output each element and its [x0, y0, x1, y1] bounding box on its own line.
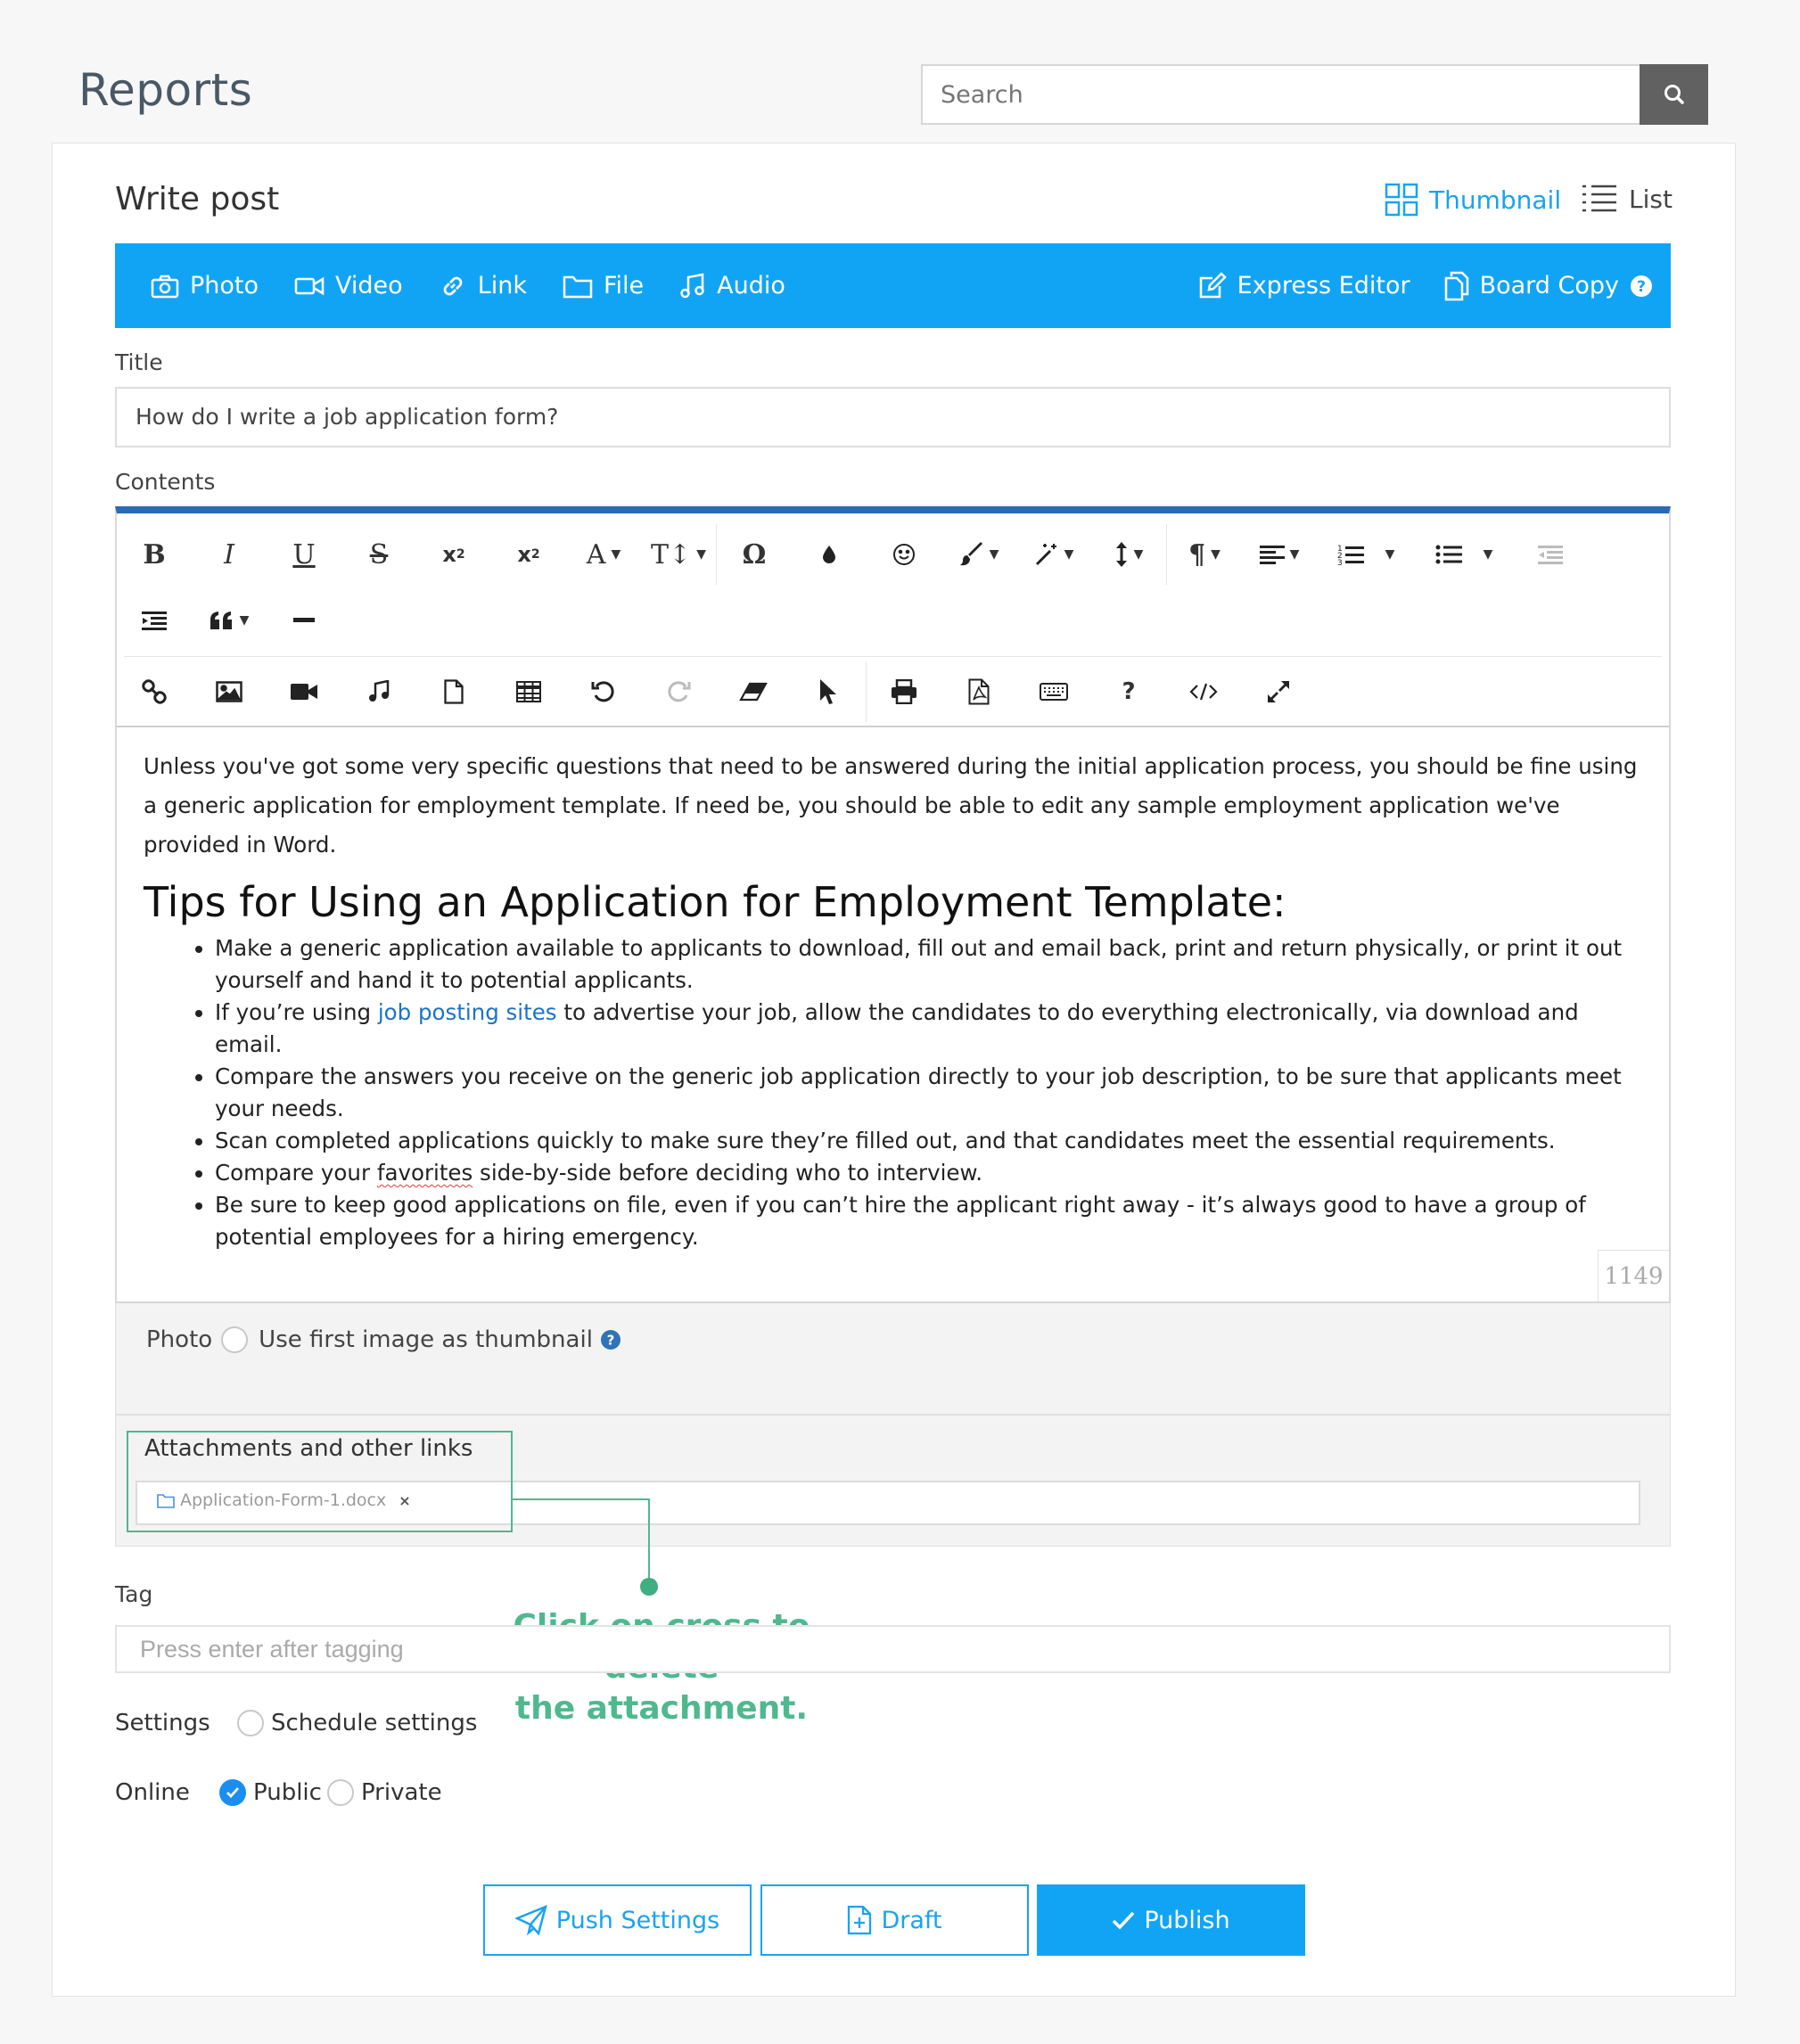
use-first-image-label: Use first image as thumbnail	[259, 1326, 593, 1353]
insert-file-icon[interactable]	[416, 661, 491, 722]
express-editor-button[interactable]	[1198, 272, 1410, 300]
board-copy-button[interactable]	[1444, 271, 1653, 301]
toolbar-divider	[124, 656, 1662, 657]
content-heading: Tips for Using an Application for Employment Template:	[144, 878, 1286, 926]
check-icon	[226, 1786, 240, 1799]
bold-button[interactable]: B	[143, 538, 166, 571]
rich-text-editor	[115, 506, 1671, 1303]
insert-image-icon[interactable]	[192, 661, 267, 722]
character-counter: 1149	[1598, 1250, 1669, 1301]
title-input[interactable]: How do I write a job application form?	[115, 387, 1671, 447]
photo-row	[146, 1326, 621, 1353]
print-icon[interactable]	[867, 661, 941, 722]
online-row	[115, 1779, 442, 1806]
list-item: • Compare your favorites side-by-side before deciding who to interview.	[215, 1157, 1641, 1189]
toolbar-row-1	[117, 524, 1588, 585]
photo-label: Photo	[146, 1326, 213, 1353]
list-item: • Compare the answers you receive on the generic job application directly to your job description, to be sure that applicants meet your needs.	[215, 1061, 1641, 1125]
toolbar-row-3	[117, 661, 1316, 722]
contents-label: Contents	[115, 469, 216, 495]
toolbar-row-2	[117, 590, 341, 651]
blockquote-icon[interactable]: ▼	[192, 590, 267, 651]
settings-label: Settings	[115, 1710, 210, 1736]
pdf-icon[interactable]	[941, 661, 1016, 722]
line-height-icon[interactable]: ▼	[1091, 524, 1166, 585]
job-posting-sites-link[interactable]: job posting sites	[377, 999, 557, 1025]
link-icon	[439, 272, 467, 300]
callout-dot	[640, 1578, 658, 1596]
tag-label: Tag	[115, 1581, 153, 1607]
edit-icon	[1198, 272, 1227, 300]
draft-button[interactable]	[760, 1884, 1029, 1956]
align-icon[interactable]: ▼	[1242, 524, 1317, 585]
list-icon	[1581, 183, 1618, 215]
indent-icon[interactable]	[117, 590, 192, 651]
keyboard-icon[interactable]	[1016, 661, 1091, 722]
font-family-button[interactable]: A ▼	[586, 538, 621, 571]
attachments-title: Attachments and other links	[144, 1435, 473, 1462]
schedule-settings-label: Schedule settings	[271, 1710, 478, 1736]
camera-icon	[151, 274, 179, 299]
media-photo-button[interactable]	[151, 272, 259, 300]
list-item: • If you’re using job posting sites to advertise your job, allow the candidates to do everything electronically, via download and email.	[215, 997, 1641, 1061]
thumbnail-label: Thumbnail	[1429, 185, 1562, 215]
photo-options-panel	[115, 1303, 1671, 1415]
search-button[interactable]	[1640, 64, 1708, 125]
add-file-icon	[847, 1905, 872, 1935]
publish-button[interactable]	[1037, 1884, 1305, 1956]
folder-icon	[157, 1493, 175, 1508]
strikethrough-button[interactable]: S	[369, 538, 389, 571]
callout-connector-vertical	[648, 1498, 650, 1586]
insert-table-icon[interactable]	[491, 661, 566, 722]
help-button[interactable]: ?	[1122, 678, 1136, 705]
push-settings-button[interactable]	[483, 1884, 752, 1956]
outdent-icon[interactable]	[1513, 524, 1588, 585]
express-editor-label: Express Editor	[1237, 272, 1410, 300]
magic-wand-icon[interactable]: ▼	[1016, 524, 1091, 585]
draft-label: Draft	[881, 1906, 942, 1934]
page-title: Reports	[78, 64, 253, 116]
search-icon	[1663, 83, 1686, 106]
music-icon	[679, 273, 706, 300]
underline-button[interactable]: U	[292, 538, 316, 571]
unordered-list-icon[interactable]: ▼	[1415, 524, 1513, 585]
insert-video-icon[interactable]	[267, 661, 341, 722]
callout-connector	[513, 1498, 650, 1500]
video-icon	[294, 275, 325, 297]
misspelled-word: favorites	[376, 1160, 473, 1186]
brush-icon[interactable]: ▼	[941, 524, 1016, 585]
public-label: Public	[253, 1779, 322, 1806]
redo-icon[interactable]	[641, 661, 716, 722]
publish-label: Publish	[1144, 1906, 1230, 1934]
undo-icon[interactable]	[566, 661, 641, 722]
svg-text:3: 3	[1336, 559, 1343, 566]
fullscreen-icon[interactable]	[1241, 661, 1316, 722]
paper-plane-icon	[515, 1905, 547, 1935]
horizontal-line-icon[interactable]	[267, 590, 341, 651]
special-char-button[interactable]: Ω	[742, 538, 767, 571]
check-icon	[1112, 1910, 1135, 1930]
color-drop-icon[interactable]	[792, 524, 867, 585]
media-audio-button[interactable]	[679, 272, 785, 300]
eraser-icon[interactable]	[716, 661, 791, 722]
media-audio-label: Audio	[717, 272, 785, 300]
callout-line-2: the attachment.	[514, 1690, 809, 1727]
list-item: • Be sure to keep good applications on file, even if you can’t hire the applicant right away - it’s always good to have a group of potential employees for a hiring emergency.	[215, 1189, 1641, 1253]
ordered-list-icon[interactable]: 1 2 3 ▼	[1336, 545, 1395, 566]
paragraph-format-button[interactable]: ¶ ▼	[1188, 538, 1221, 571]
use-first-image-radio[interactable]	[221, 1326, 248, 1353]
superscript-button[interactable]: x 2	[517, 542, 540, 567]
media-file-label: File	[603, 272, 645, 300]
editor-content[interactable]	[144, 747, 1641, 1253]
settings-row	[115, 1710, 477, 1736]
attachment-chip	[157, 1490, 411, 1510]
media-file-button[interactable]	[563, 272, 644, 300]
content-paragraph: Unless you've got some very specific questions that need to be answered during the initial application process, you should be fine using a generic application for employment template. If need be, you should be able to edit any sample employment application we've provided in Word.	[144, 753, 1638, 858]
media-toolbar	[115, 243, 1671, 328]
search-input[interactable]	[921, 64, 1640, 125]
title-label: Title	[115, 349, 163, 375]
select-all-icon[interactable]	[791, 661, 866, 722]
media-video-button[interactable]	[294, 272, 403, 300]
write-post-title: Write post	[115, 181, 280, 218]
insert-link-icon[interactable]	[117, 661, 192, 722]
emoji-icon[interactable]	[867, 524, 941, 585]
list-item: • Scan completed applications quickly to make sure they’re filled out, and that candidates meet the essential requirements.	[215, 1125, 1641, 1157]
list-item: • Make a generic application available to applicants to download, fill out and email back, print and return physically, or print it out yourself and hand it to potential applicants.	[215, 932, 1641, 997]
private-label: Private	[360, 1779, 442, 1806]
svg-text:?: ?	[1637, 277, 1646, 296]
svg-text:1: 1	[1336, 545, 1343, 554]
help-icon[interactable]	[1630, 275, 1653, 298]
media-photo-label: Photo	[190, 272, 259, 300]
media-link-button[interactable]	[439, 272, 527, 300]
insert-audio-icon[interactable]	[341, 661, 416, 722]
list-view-toggle[interactable]	[1581, 183, 1673, 215]
grid-icon	[1385, 183, 1418, 217]
remove-attachment-button[interactable]: ×	[399, 1491, 411, 1509]
private-radio[interactable]	[327, 1779, 354, 1806]
help-icon[interactable]	[600, 1329, 621, 1350]
svg-text:?: ?	[606, 1332, 615, 1349]
online-label: Online	[115, 1779, 190, 1806]
italic-button[interactable]: I	[224, 538, 234, 571]
push-settings-label: Push Settings	[555, 1906, 720, 1934]
public-radio[interactable]	[219, 1779, 246, 1806]
media-video-label: Video	[335, 272, 403, 300]
subscript-button[interactable]: x 2	[442, 542, 465, 567]
folder-icon	[563, 274, 593, 299]
code-view-icon[interactable]	[1166, 661, 1241, 722]
attachment-filename: Application-Form-1.docx	[180, 1490, 387, 1510]
board-copy-label: Board Copy	[1479, 272, 1619, 300]
tag-input[interactable]: Press enter after tagging	[115, 1625, 1671, 1673]
copy-icon	[1444, 271, 1469, 301]
font-size-button[interactable]: T↕ ▼	[651, 538, 706, 571]
schedule-settings-radio[interactable]	[237, 1710, 264, 1736]
toolbar-bottom-border	[117, 726, 1669, 727]
media-link-label: Link	[477, 272, 527, 300]
content-list	[144, 932, 1641, 1253]
svg-text:2: 2	[1336, 552, 1343, 561]
list-label: List	[1629, 184, 1673, 214]
thumbnail-view-toggle[interactable]	[1385, 183, 1561, 217]
